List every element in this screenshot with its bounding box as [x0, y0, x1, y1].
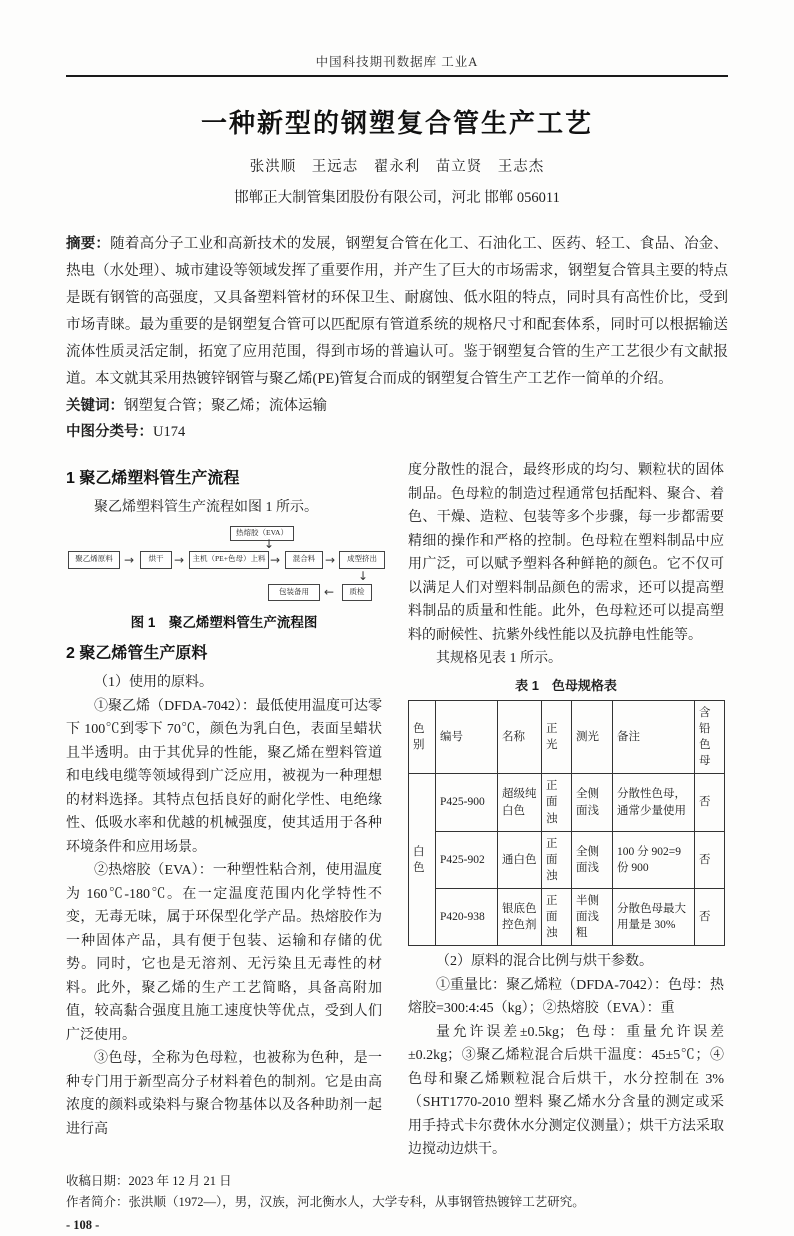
table-cell: P420-938 [436, 888, 498, 945]
table-cell: 超级纯白色 [498, 774, 542, 831]
flow-box-mixture: 混合料 [285, 551, 323, 569]
clc-line [66, 419, 728, 445]
table-cell: 半侧面浅粗 [572, 888, 613, 945]
arrow-right-icon: → [325, 552, 336, 567]
arrow-left-icon: ← [324, 584, 335, 599]
header-cell: 正光 [542, 701, 572, 774]
flow-box-drying: 烘干 [140, 551, 172, 569]
header-cell: 编号 [436, 701, 498, 774]
keywords-text: 钢塑复合管；聚乙烯；流体运输 [124, 398, 327, 414]
body-paragraph: ①重量比：聚乙烯粒（DFDA-7042）：色母：热熔胶=300:4:45（kg）；②热熔胶（EVA）：重 [408, 977, 724, 1017]
author-bio: 作者简介：张洪顺（1972—），男，汉族，河北衡水人，大学专科，从事钢管热镀锌工艺研究。 [66, 1194, 585, 1209]
table-cell: 通白色 [498, 831, 542, 888]
table-cell: P425-902 [436, 831, 498, 888]
flow-box-eva: 热熔胶（EVA） [230, 526, 294, 541]
footnote-block [66, 1171, 728, 1236]
clc-text: U174 [153, 424, 186, 440]
colorant-spec-table [408, 700, 725, 946]
figure-1 [66, 526, 382, 635]
abstract [66, 231, 728, 393]
header-cell: 含铅色母 [695, 701, 725, 774]
flow-box-host-feeding: 主机（PE+色母）上料 [189, 551, 269, 569]
table-header-row [409, 701, 725, 774]
table-cell: 否 [695, 774, 725, 831]
flow-box-extrusion: 成型挤出 [339, 551, 385, 569]
table-cell: 分散色母最大用量是 30% [613, 888, 695, 945]
table-cell: 正面浊 [542, 888, 572, 945]
article-title: 一种新型的钢塑复合管生产工艺 [200, 108, 593, 138]
body-paragraph: （1）使用的原料。 [94, 675, 213, 690]
arrow-down-icon: ↓ [264, 536, 275, 551]
table-cell: 银底色控色剂 [498, 888, 542, 945]
two-column-body [66, 459, 728, 1162]
flow-diagram [66, 526, 386, 606]
body-paragraph: ③色母，全称为色母粒，也被称为色种，是一种专门用于新型高分子材料着色的制剂。它是由高浓度的颜料或染料与聚合物基体以及各种助剂一起进行高 [66, 1051, 382, 1137]
arrow-down-icon: ↓ [358, 568, 369, 583]
body-paragraph: （2）原料的混合比例与烘干参数。 [436, 954, 653, 970]
table-row [409, 774, 725, 831]
flow-box-inspection: 质检 [342, 584, 372, 601]
table-1-caption: 表 1 色母规格表 [515, 677, 617, 693]
body-paragraph: 量允许误差±0.5kg；色母：重量允许误差±0.2kg；③聚乙烯粒混合后烘干温度：45±5℃；④色母和聚乙烯颗粒混合后烘干，水分控制在 3%（SHT1770-2010 塑料 聚乙烯水分含量的测定或采用手持式卡尔费休水分测定仪测量）；烘干方法采取边搅动边烘干。 [408, 1024, 724, 1158]
table-row [409, 888, 725, 945]
table-row [409, 831, 725, 888]
left-column [66, 459, 382, 1162]
color-group-cell: 白色 [409, 774, 436, 946]
abstract-text: 随着高分子工业和高新技术的发展，钢塑复合管在化工、石油化工、医药、轻工、食品、冶金、热电（水处理）、城市建设等领域发挥了重要作用，并产生了巨大的市场需求，钢塑复合管具主要的特点是既有钢管的高强度，又具备塑料管材的环保卫生、耐腐蚀、低水阻的特点，同时具有高性价比，受到市场青睐。最为重要的是钢塑复合管可以匹配原有管道系统的规格尺寸和配套体系，同时可以根据输送流体性质灵活定制，拓宽了应用范围，得到市场的普遍认可。鉴于钢塑复合管的生产工艺很少有文献报道。本文就其采用热镀锌钢管与聚乙烯(PE)管复合而成的钢塑复合管生产工艺作一简单的介绍。 [66, 236, 729, 387]
header-cell: 测光 [572, 701, 613, 774]
flow-box-packaging: 包装备用 [268, 584, 320, 601]
header-cell: 色别 [409, 701, 436, 774]
table-cell: 否 [695, 831, 725, 888]
header-cell: 备注 [613, 701, 695, 774]
table-cell: 全侧面浅 [572, 774, 613, 831]
abstract-label: 摘要： [66, 236, 111, 252]
body-paragraph: ①聚乙烯（DFDA-7042）：最低使用温度可达零下 100℃到零下 70℃，颜色为乳白色，表面呈蜡状且半透明。由于其优异的性能，聚乙烯在塑料管道和电线电缆等领域得到广泛应用，被视为一种理想的材料选择。其特点包括良好的耐化学性、电绝缘性、低吸水率和优越的机械强度，使其适用于各种环境条件和应用场景。 [66, 698, 382, 855]
received-date: 收稿日期：2023 年 12 月 21 日 [66, 1173, 232, 1188]
table-cell: 分散性色母，通常少量使用 [613, 774, 695, 831]
section-1-heading: 1 聚乙烯塑料管生产流程 [66, 470, 240, 487]
body-paragraph: 度分散性的混合，最终形成的均匀、颗粒状的固体制品。色母粒的制造过程通常包括配料、聚合、着色、干燥、造粒、包装等多个步骤，每一步都需要精细的操作和严格的控制。色母粒在塑料制品中应用广泛，可以赋予塑料各种鲜艳的颜色。它不仅可以满足人们对塑料制品颜色的需求，还可以提高塑料制品的质量和性能。此外，色母粒还可以提高塑料的耐候性、抗紫外线性能以及抗静电性能等。 [408, 463, 724, 643]
arrow-right-icon: → [174, 552, 185, 567]
affiliation: 邯郸正大制管集团股份有限公司，河北 邯郸 056011 [234, 190, 560, 206]
section-2-heading: 2 聚乙烯管生产原料 [66, 645, 208, 662]
table-cell: 正面浊 [542, 774, 572, 831]
keywords-line [66, 393, 728, 419]
table-cell: 否 [695, 888, 725, 945]
clc-label: 中图分类号： [66, 424, 153, 440]
page-number: - 108 - [66, 1217, 100, 1232]
flow-box-raw-material: 聚乙烯原料 [68, 551, 120, 569]
body-paragraph: ②热熔胶（EVA）：一种塑性粘合剂，使用温度为 160℃-180℃。在一定温度范围内化学特性不变，无毒无味，属于环保型化学产品。热熔胶作为一种固体产品，具有便于包装、运输和存储的优势。同时，它也是无溶剂、无污染且无毒性的材料。此外，聚乙烯的生产工艺简略，具备高附加值，较高黏合强度且施工速度快等优点，受到人们广泛使用。 [66, 863, 382, 1043]
section-1-paragraph: 聚乙烯塑料管生产流程如图 1 所示。 [94, 500, 318, 515]
keywords-label: 关键词： [66, 398, 124, 414]
author-list: 张洪顺 王远志 翟永利 苗立贤 王志杰 [249, 159, 545, 175]
table-cell: 100 分 902=9 份 900 [613, 831, 695, 888]
arrow-right-icon: → [270, 552, 281, 567]
arrow-right-icon: → [124, 552, 135, 567]
table-cell: P425-900 [436, 774, 498, 831]
right-column [408, 459, 724, 1162]
table-intro: 其规格见表 1 所示。 [436, 651, 562, 666]
figure-1-caption: 图 1 聚乙烯塑料管生产流程图 [130, 614, 318, 630]
header-cell: 名称 [498, 701, 542, 774]
table-cell: 全侧面浅 [572, 831, 613, 888]
journal-header [66, 0, 728, 77]
table-cell: 正面浊 [542, 831, 572, 888]
journal-name: 中国科技期刊数据库 工业A [315, 55, 479, 69]
